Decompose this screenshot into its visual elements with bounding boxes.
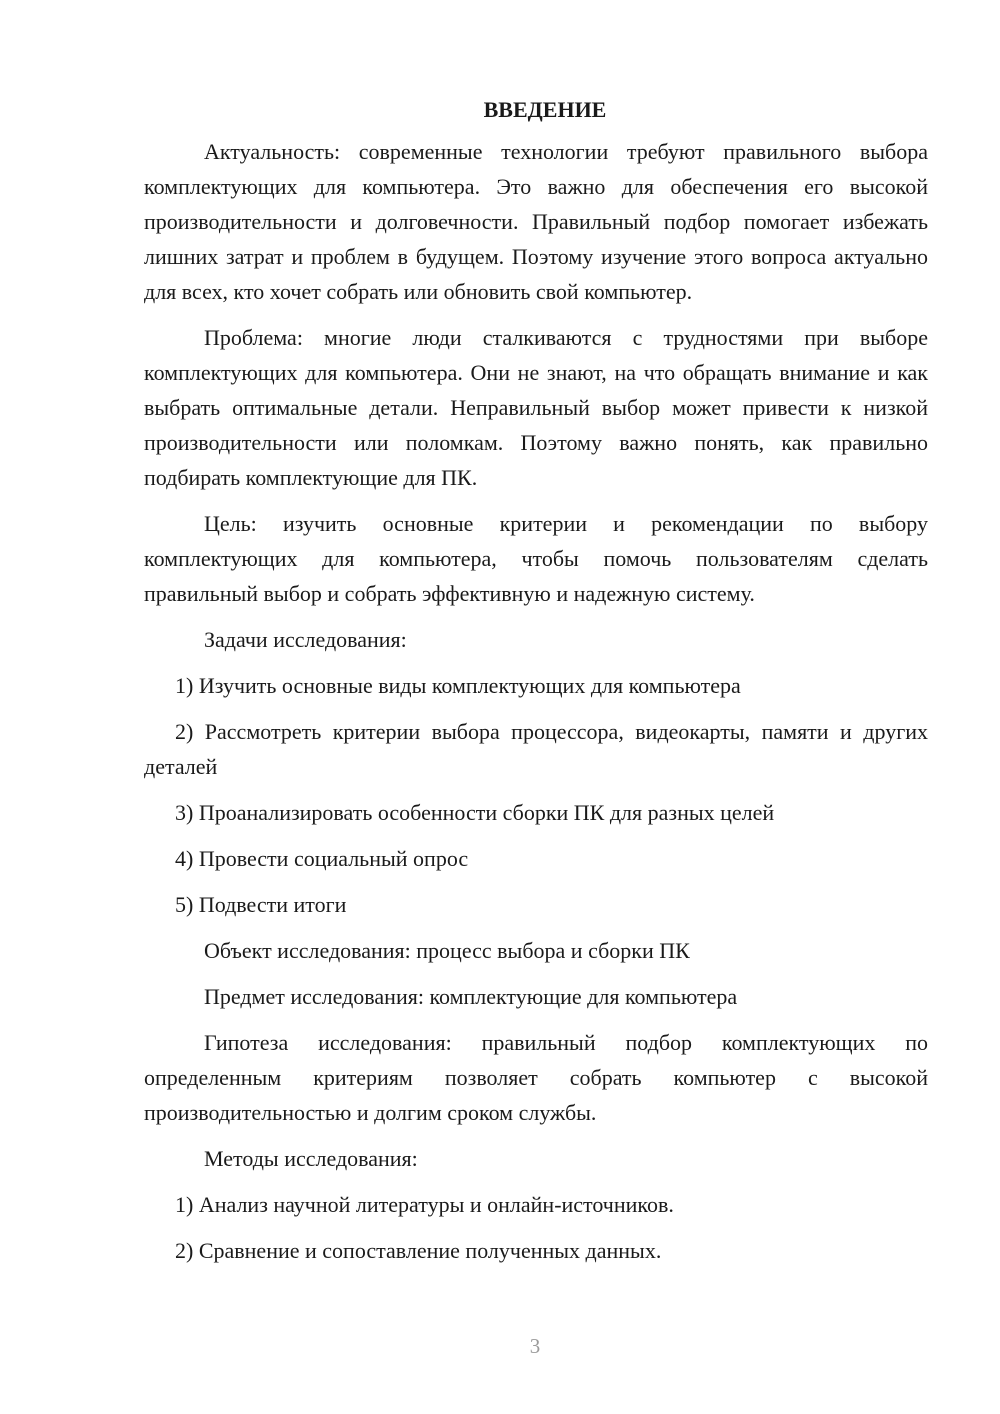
- section-title: ВВЕДЕНИЕ: [483, 97, 607, 122]
- method-item: 2) Сравнение и сопоставление полученных данных.: [175, 1238, 662, 1263]
- tasks-heading: Задачи исследования:: [204, 627, 407, 652]
- task-item: 4) Провести социальный опрос: [175, 846, 469, 871]
- method-item: 1) Анализ научной литературы и онлайн-источников.: [175, 1192, 674, 1217]
- task-item: 5) Подвести итоги: [175, 892, 347, 917]
- task-item: 1) Изучить основные виды комплектующих для компьютера: [175, 673, 741, 698]
- research-subject: Предмет исследования: комплектующие для компьютера: [204, 984, 738, 1009]
- task-item: 3) Проанализировать особенности сборки ПК для разных целей: [175, 800, 775, 825]
- page-number: 3: [529, 1334, 541, 1358]
- research-hypothesis: Гипотеза исследования: правильный подбор комплектующих по определенным критериям позволяет собрать компьютер с высокой производительностью и долгим сроком службы.: [144, 1030, 928, 1125]
- research-object: Объект исследования: процесс выбора и сборки ПК: [204, 938, 690, 963]
- methods-heading: Методы исследования:: [204, 1146, 418, 1171]
- paragraph-problem: Проблема: многие люди сталкиваются с трудностями при выборе комплектующих для компьютера. Они не знают, на что обращать внимание и как выбрать оптимальные детали. Неправильный выбор может привести к низкой производительности или поломкам. Поэтому важно понять, как правильно подбирать комплектующие для ПК.: [144, 325, 928, 490]
- paragraph-relevance: Актуальность: современные технологии требуют правильного выбора комплектующих для компьютера. Это важно для обеспечения его высокой производительности и долговечности. Правильный подбор помогает избежать лишних затрат и проблем в будущем. Поэтому изучение этого вопроса актуально для всех, кто хочет собрать или обновить свой компьютер.: [144, 139, 928, 304]
- paragraph-goal: Цель: изучить основные критерии и рекомендации по выбору комплектующих для компьютера, чтобы помочь пользователям сделать правильный выбор и собрать эффективную и надежную систему.: [144, 511, 928, 606]
- document-page: [144, 92, 928, 1279]
- task-item: 2) Рассмотреть критерии выбора процессора, видеокарты, памяти и других деталей: [144, 719, 928, 779]
